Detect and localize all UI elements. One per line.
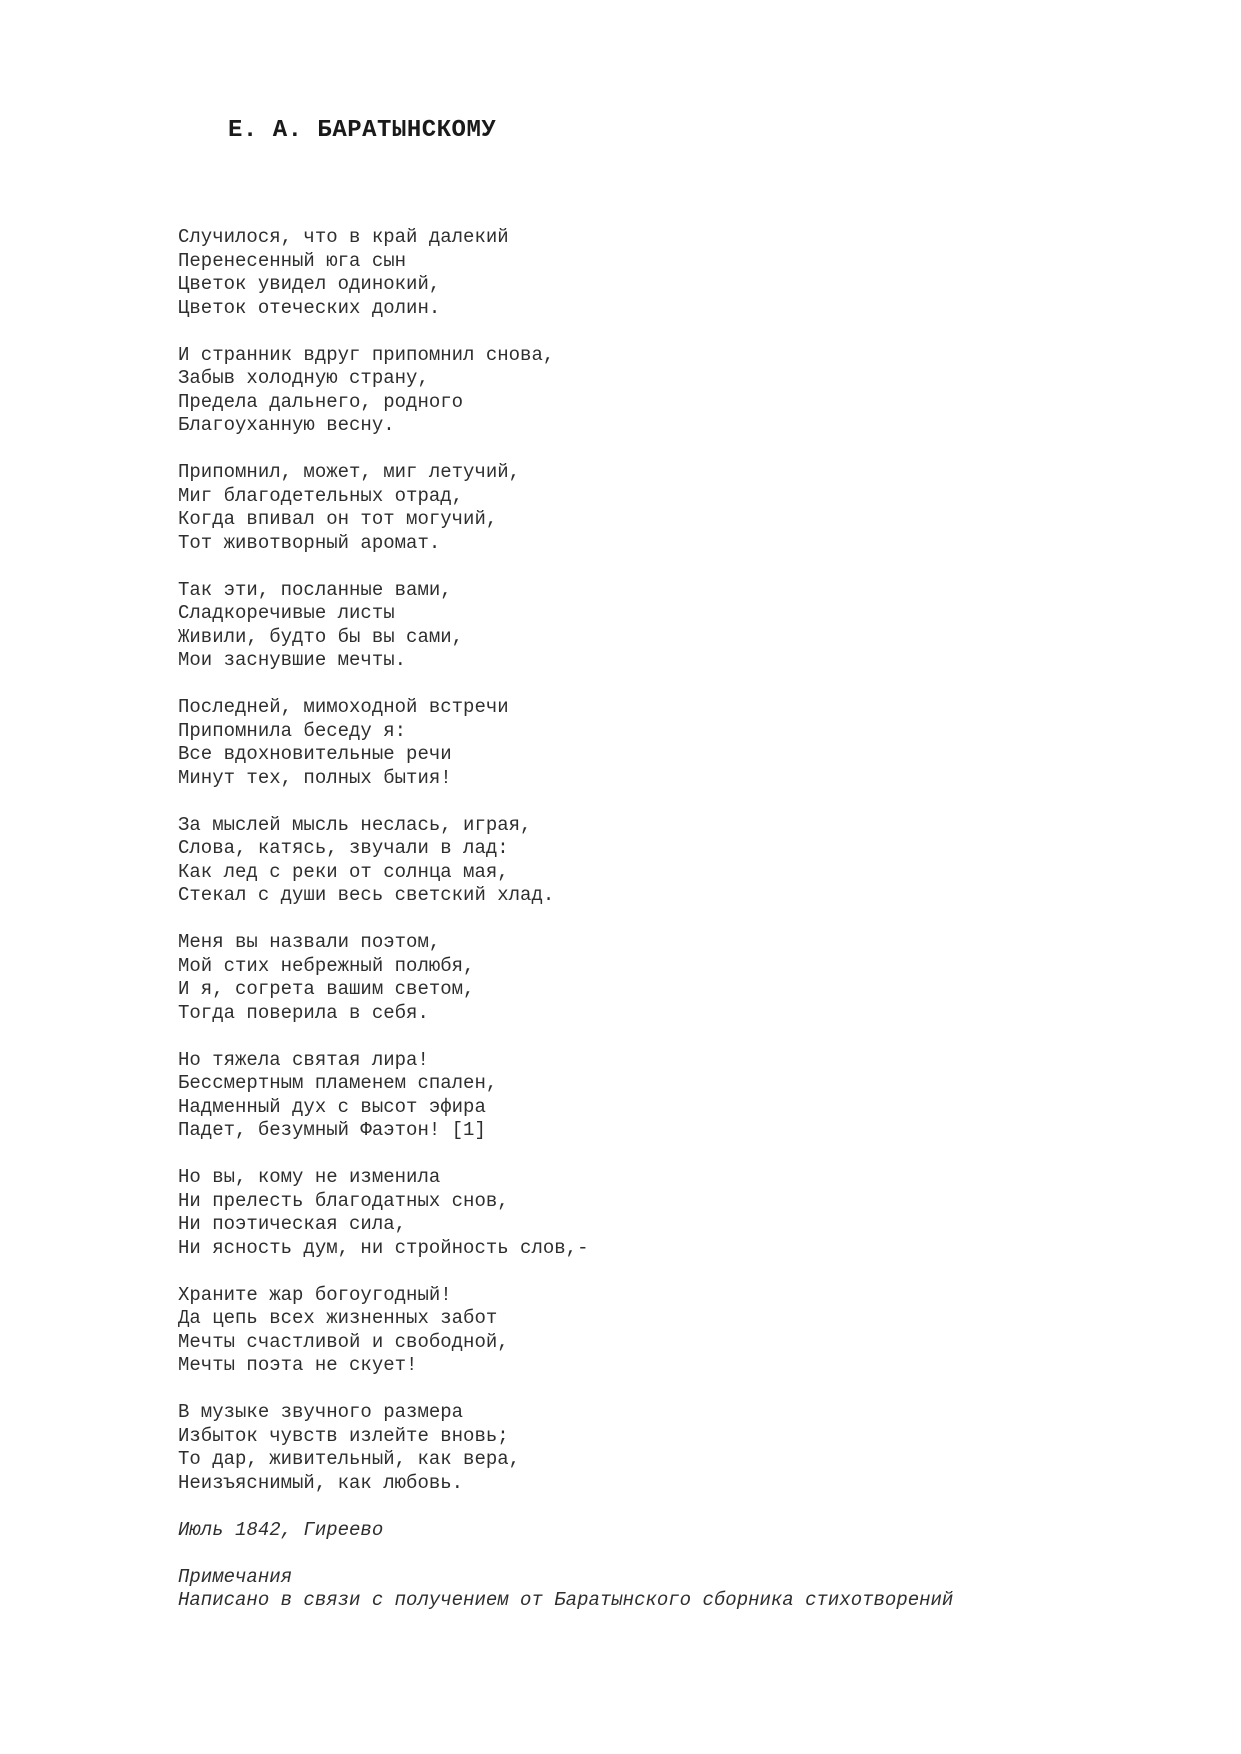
poem-line: Ни поэтическая сила, xyxy=(178,1213,407,1235)
poem-line: Цветок увидел одинокий, xyxy=(178,273,441,295)
poem-title: Е. А. БАРАТЫНСКОМУ xyxy=(228,117,497,144)
poem-line: Меня вы назвали поэтом, xyxy=(178,931,441,953)
poem-line: Мечты счастливой и свободной, xyxy=(178,1330,509,1353)
poem-line: Припомнила беседу я: xyxy=(178,719,407,742)
poem-line: Тот животворный аромат. xyxy=(178,531,441,554)
poem-line: Мечты поэта не скует! xyxy=(178,1354,418,1376)
poem-line: Забыв холодную страну, xyxy=(178,367,429,389)
poem-line: Перенесенный юга сын xyxy=(178,249,407,272)
poem-line: Миг благодетельных отрад, xyxy=(178,484,464,507)
poem-line: Случилося, что в край далекий xyxy=(178,226,509,248)
poem-body xyxy=(178,226,1178,1613)
poem-line: Припомнил, может, миг летучий, xyxy=(178,461,521,483)
stanza xyxy=(178,696,1178,790)
poem-line: Сладкоречивые листы xyxy=(178,602,395,624)
poem-line: Как лед с реки от солнца мая, xyxy=(178,860,509,883)
poem-line: Все вдохновительные речи xyxy=(178,743,452,765)
poem-line: Ни прелесть благодатных снов, xyxy=(178,1189,509,1212)
stanza xyxy=(178,1401,1178,1495)
poem-line: Слова, катясь, звучали в лад: xyxy=(178,837,509,859)
poem-line: Благоуханную весну. xyxy=(178,414,395,436)
stanza xyxy=(178,1166,1178,1260)
poem-line: И странник вдруг припомнил снова, xyxy=(178,343,555,366)
date-place: Июль 1842, Гиреево xyxy=(178,1518,384,1541)
stanza xyxy=(178,1284,1178,1378)
poem-line: Падет, безумный Фаэтон! [1] xyxy=(178,1119,486,1141)
poem-line: Когда впивал он тот могучий, xyxy=(178,508,498,530)
poem-line: То дар, живительный, как вера, xyxy=(178,1448,521,1470)
poem-line: Так эти, посланные вами, xyxy=(178,578,452,601)
stanza xyxy=(178,931,1178,1025)
stanza xyxy=(178,226,1178,320)
notes-section xyxy=(178,1566,1178,1613)
stanza xyxy=(178,461,1178,555)
poem-line: Предела дальнего, родного xyxy=(178,390,464,413)
poem-line: Живили, будто бы вы сами, xyxy=(178,625,464,648)
poem-line: Но тяжела святая лира! xyxy=(178,1048,429,1071)
stanza xyxy=(178,579,1178,673)
poem-line: И я, согрета вашим светом, xyxy=(178,978,475,1000)
poem-line: Надменный дух с высот эфира xyxy=(178,1095,486,1118)
poem-line: Последней, мимоходной встречи xyxy=(178,696,509,718)
poem-line: Стекал с души весь светский хлад. xyxy=(178,884,555,906)
poem-line: Храните жар богоугодный! xyxy=(178,1283,452,1306)
poem-line: Но вы, кому не изменила xyxy=(178,1166,441,1188)
poem-line: Минут тех, полных бытия! xyxy=(178,766,452,789)
notes-heading: Примечания xyxy=(178,1565,293,1588)
poem-line: Избыток чувств излейте вновь; xyxy=(178,1424,509,1447)
poem-line: Мои заснувшие мечты. xyxy=(178,649,407,671)
poem-line: Мой стих небрежный полюбя, xyxy=(178,954,475,977)
poem-line: Ни ясность дум, ни стройность слов,- xyxy=(178,1236,589,1259)
poem-line: Бессмертным пламенем спален, xyxy=(178,1072,498,1094)
stanza xyxy=(178,344,1178,438)
poem-line: За мыслей мысль неслась, играя, xyxy=(178,813,532,836)
poem-line: В музыке звучного размера xyxy=(178,1401,464,1423)
stanza xyxy=(178,1049,1178,1143)
poem-line: Да цепь всех жизненных забот xyxy=(178,1307,498,1329)
poem-line: Тогда поверила в себя. xyxy=(178,1001,429,1024)
stanza xyxy=(178,814,1178,908)
poem-line: Неизъяснимый, как любовь. xyxy=(178,1471,464,1494)
poem-line: Цветок отеческих долин. xyxy=(178,296,441,319)
notes-text: Написано в связи с получением от Баратынского сборника стихотворений xyxy=(178,1589,954,1611)
